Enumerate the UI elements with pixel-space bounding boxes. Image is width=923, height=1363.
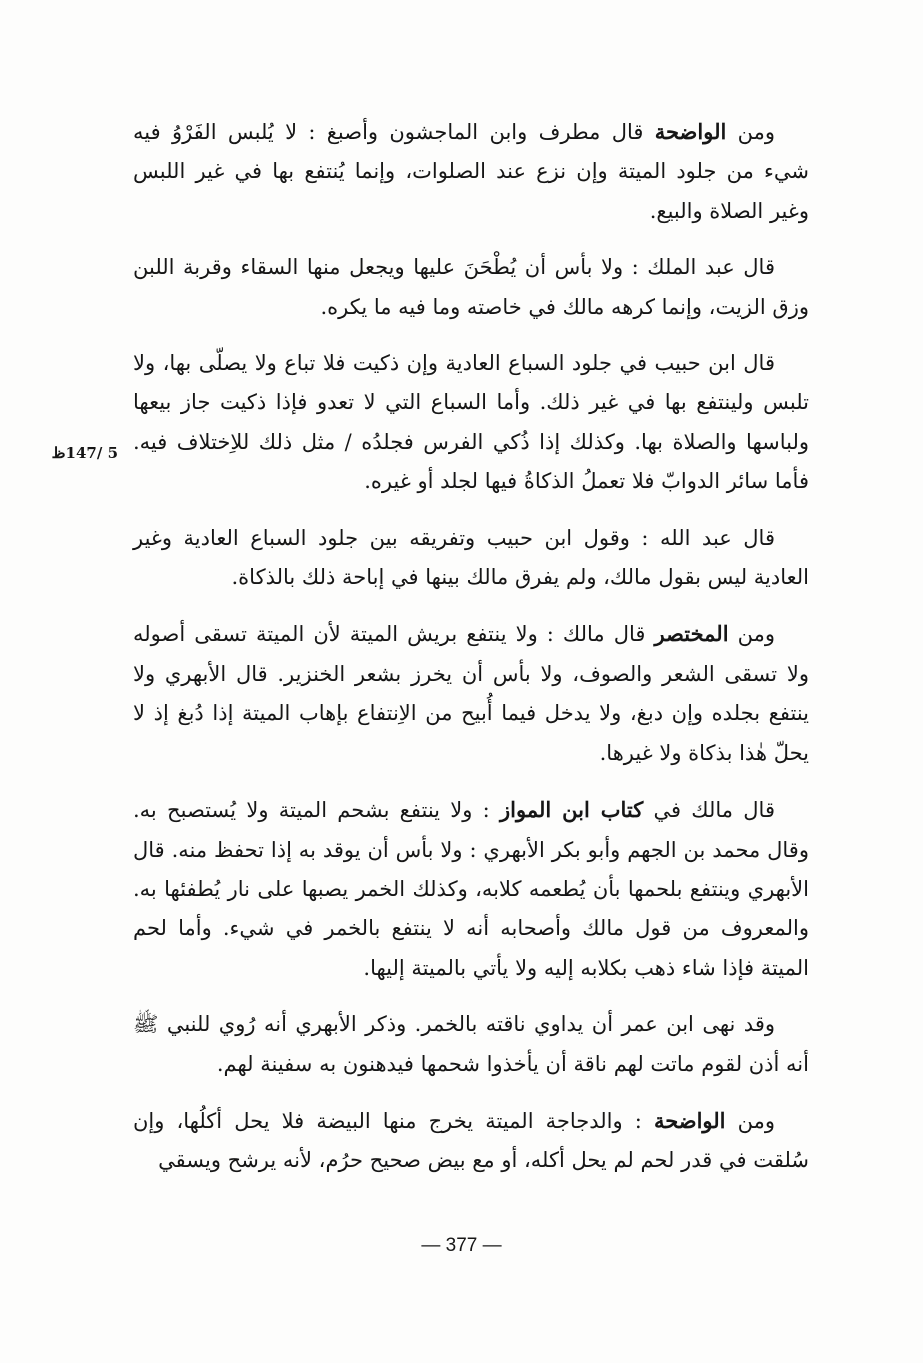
text-run: : ولا ينتفع بشحم الميتة ولا يُستصبح به. وقال محمد بن الجهم وأبو بكر الأبهري : ولا بأس أن يوقد به إذا تحفظ منه. قال الأبهري وينتفع بلحمها بأن يُطعمه كلابه، وكذلك الخمر يصبها على نار يُطفئها به. والمعروف من قول مالك وأصحابه أنه لا ينتفع بالخمر في شيء. وأما لحم الميتة فإذا شاء ذهب بكلابه إليه ولا يأتي بالميتة إليها. — [133, 798, 809, 980]
text-run: ومن — [726, 120, 775, 144]
paragraph — [133, 1005, 809, 1084]
paragraph — [133, 344, 809, 502]
text-run: قال مطرف وابن الماجشون وأصبغ : لا يُلبس الفَرْوُ فيه شيء من جلود الميتة وإن نزع عند الصلوات، وإنما يُنتفع بها في غير اللبس وغير الصلاة والبيع. — [133, 120, 809, 223]
source-title: الواضحة — [653, 1107, 726, 1133]
text-run: قال مالك في — [643, 798, 775, 823]
paragraph — [133, 614, 809, 773]
text-run: قال عبد الله : وقول ابن حبيب وتفريقه بين جلود السباع العادية وغير العادية ليس بقول مالك، ولم يفرق مالك بينها في إباحة ذلك بالذكاة. — [133, 525, 809, 590]
source-title: كتاب ابن المواز — [500, 797, 644, 823]
paragraph — [133, 1101, 809, 1181]
text-run: ومن — [728, 622, 775, 647]
text-run: : والدجاجة الميتة يخرج منها البيضة فلا يحل أكلُها، وإن سُلقت في قدر لحم لم يحل أكله، أو مع بيض صحيح حرُم، لأنه يرشح ويسقي — [133, 1108, 809, 1173]
text-run: قال عبد الملك : ولا بأس أن يُطْحَنَ عليها ويجعل منها السقاء وقربة اللبن وزق الزيت، وإنما كرهه مالك في خاصته وما فيه ما يكره. — [133, 255, 809, 319]
paragraph — [133, 790, 809, 988]
source-title: الواضحة — [654, 119, 727, 144]
text-run: ومن — [725, 1108, 775, 1133]
paragraph — [133, 112, 809, 231]
text-run: وقد نهى ابن عمر أن يداوي ناقته بالخمر. وذكر الأبهري أنه رُوي للنبي ﷺ أنه أذن لقوم ماتت لهم ناقة أن يأخذوا شحمها فيدهنون به سفينة لهم. — [133, 1012, 809, 1076]
body-text — [133, 112, 809, 1198]
source-title: المختصر — [654, 621, 729, 647]
text-run: قال ابن حبيب في جلود السباع العادية وإن ذكيت فلا تباع ولا يصلّى بها، ولا تلبس ولينتفع بها في غير ذلك. وأما السباع التي لا تعدو فإذا ذكيت جاز بيعها ولباسها والصلاة بها. وكذلك إذا ذُكي الفرس فجلدُه / مثل ذلك للاِختلاف فيه. فأما سائر الدوابّ فلا تعملُ الذكاةُ فيها لجلد أو غيره. — [133, 351, 809, 494]
page-number: — 377 — — [421, 1235, 502, 1256]
paragraph — [133, 248, 809, 327]
paragraph — [133, 519, 809, 598]
text-run: قال مالك : ولا ينتفع بريش الميتة لأن الميتة تسقى أصوله ولا تسقى الشعر والصوف، ولا بأس أن يخرز بشعر الخنزير. قال الأبهري ولا ينتفع بجلده وإن دبغ، ولا يدخل فيما أُبيح من الاِنتفاع بإهاب الميتة إذا دُبغ إذ لا يحلّ هٰذا بذكاة ولا غيرها. — [133, 622, 809, 765]
folio-reference: 5 /147ظ — [51, 444, 118, 462]
